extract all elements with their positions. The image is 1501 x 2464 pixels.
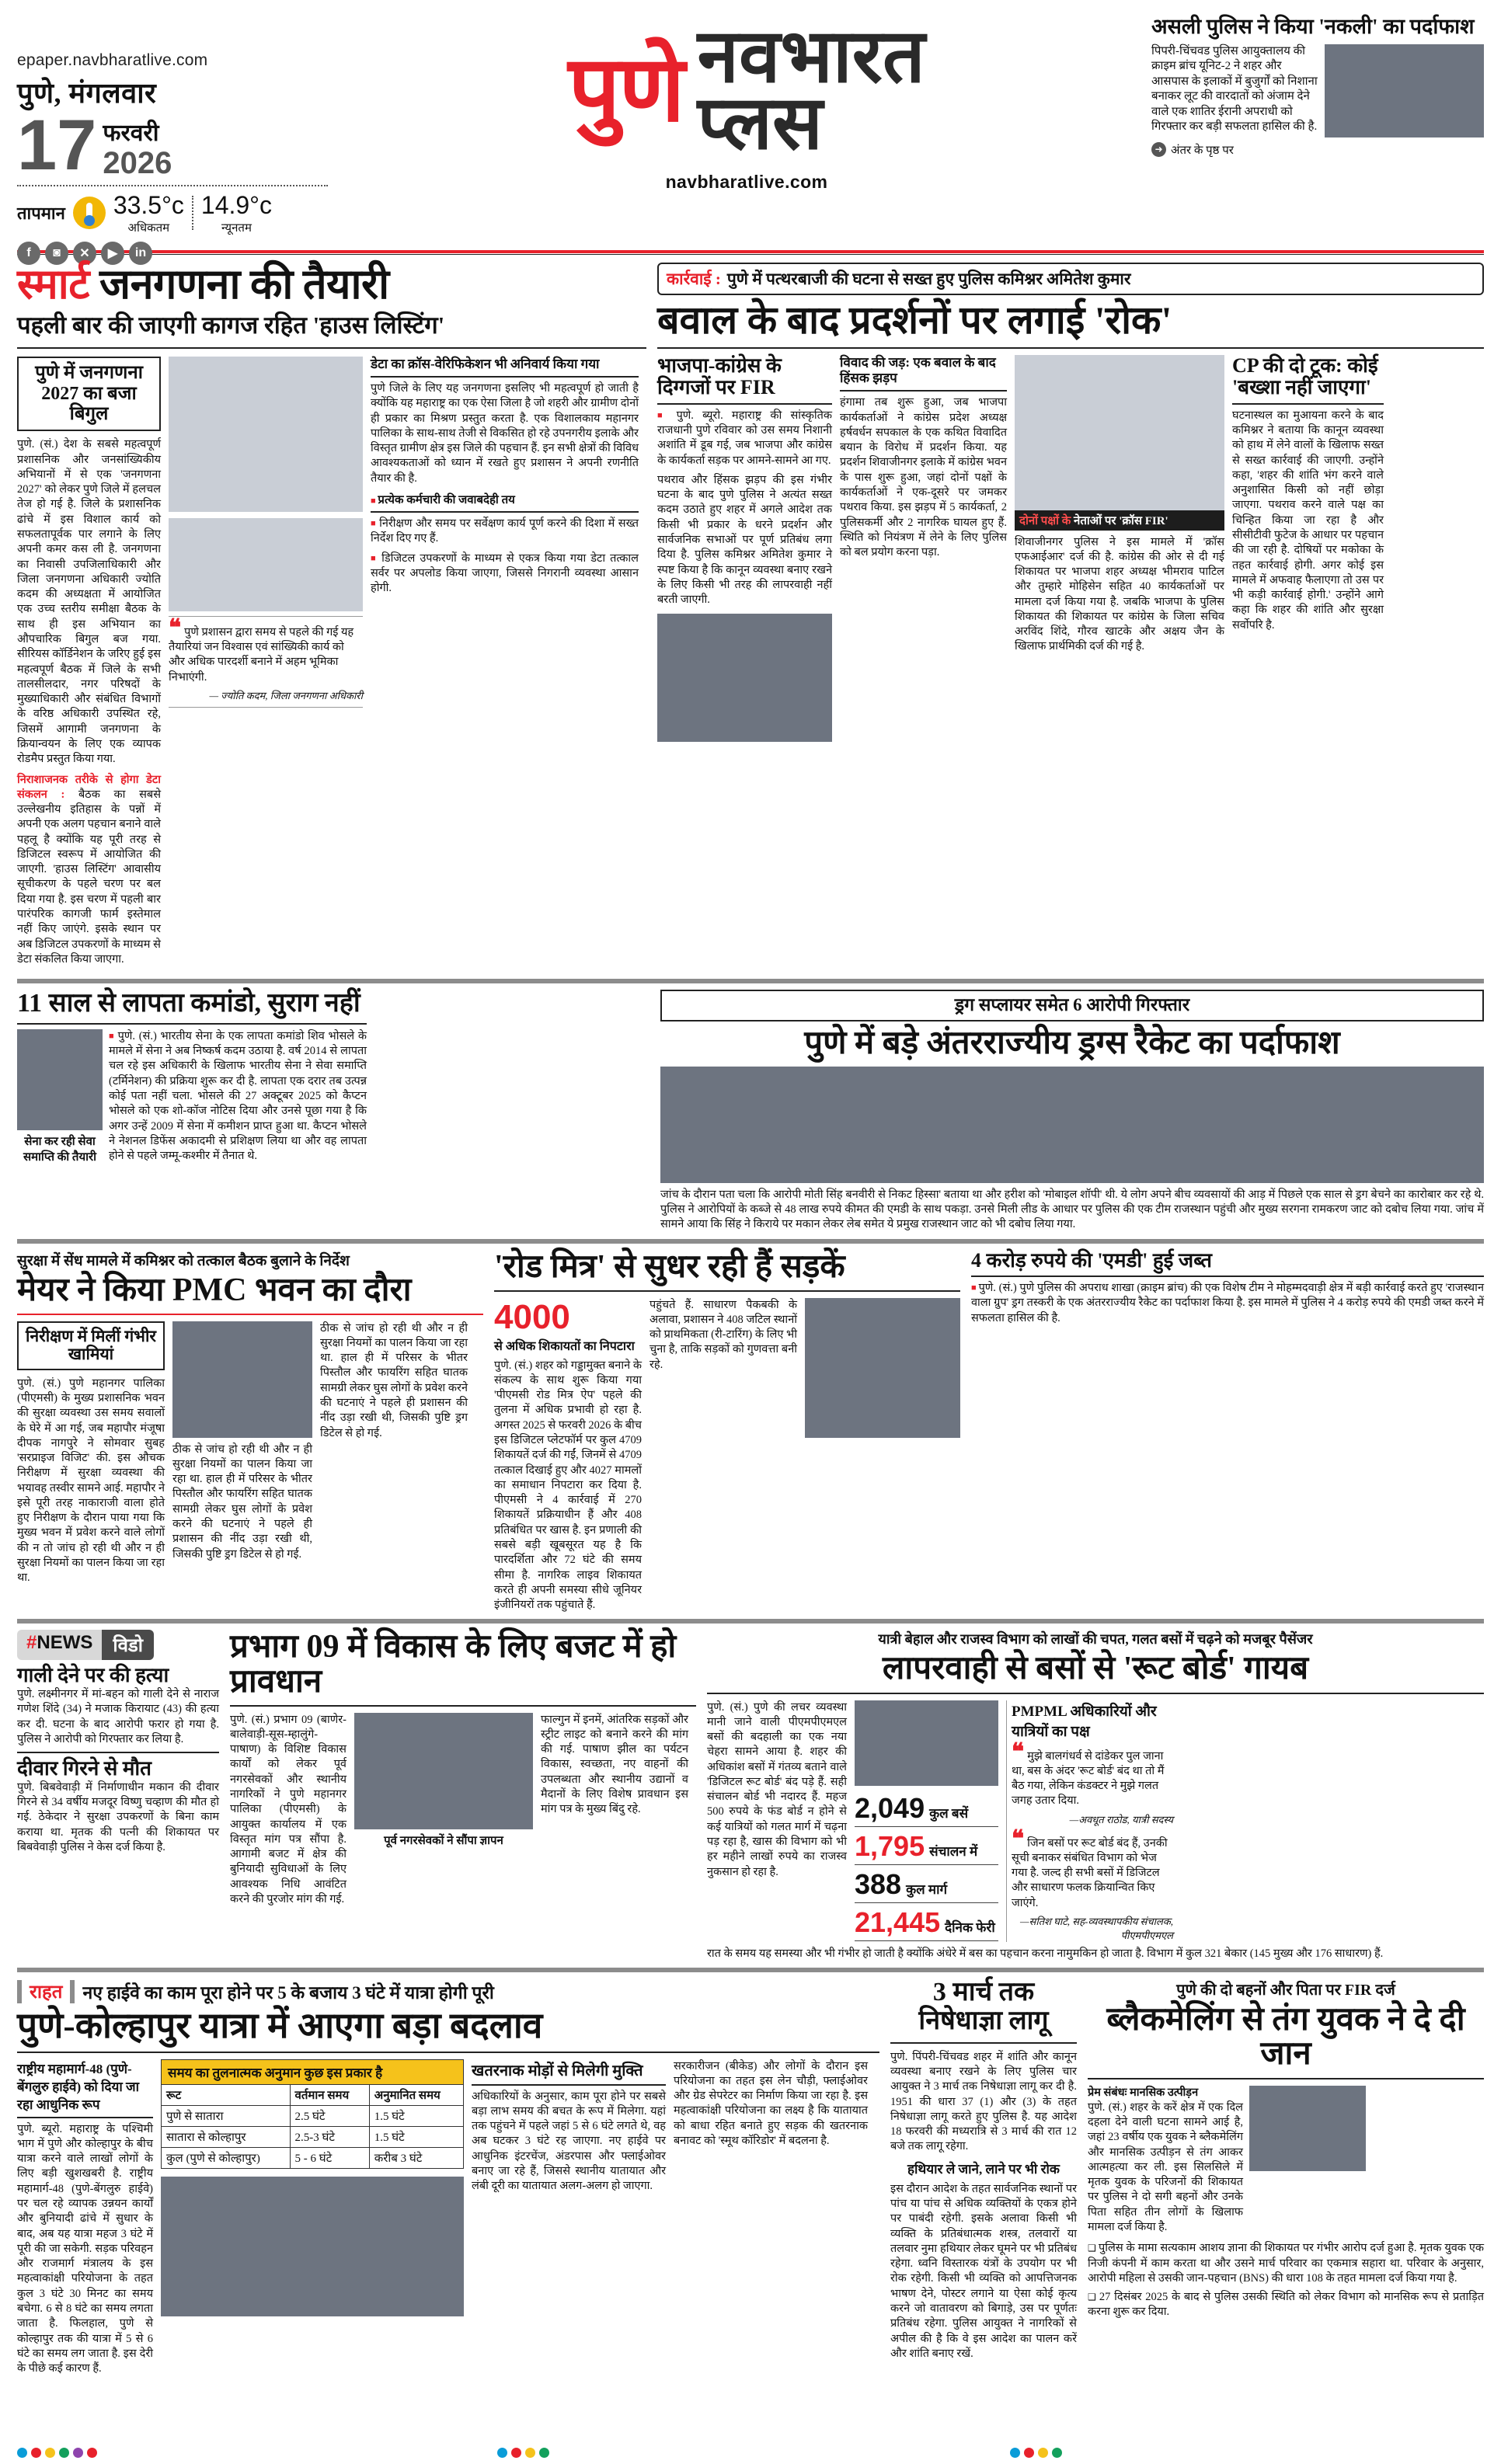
masthead bbox=[17, 14, 1484, 260]
center-strapline bbox=[657, 263, 1484, 295]
routeboard-strap: यात्री बेहाल और राजस्व विभाग को लाखों की चपत, गलत बसों में चढ़ने को मजबूर पैसेंजर bbox=[878, 1631, 1313, 1648]
teaser-image bbox=[1325, 44, 1484, 137]
zone-b bbox=[17, 990, 1484, 1232]
lead-col2-head: डेटा का क्रॉस-वेरिफिकेशन भी अनिवार्य किया गया bbox=[371, 356, 600, 371]
temp-min: 14.9°c bbox=[200, 190, 272, 219]
center-headline: बवाल के बाद प्रदर्शनों पर लगाई 'रोक' bbox=[657, 298, 1172, 342]
stat-label: कुल मार्ग bbox=[906, 1881, 948, 1897]
stat-label: दैनिक फेरी bbox=[945, 1919, 995, 1935]
cell-current: 2.5 घंटे bbox=[290, 2105, 369, 2126]
date-month: फरवरी bbox=[103, 120, 159, 146]
table-col-estimated: अनुमानित समय bbox=[369, 2084, 463, 2105]
md-headline: 4 करोड़ रुपये की 'एमडी' हुई जब्त bbox=[971, 1248, 1212, 1272]
temp-max: 33.5°c bbox=[113, 190, 184, 219]
ban-body: पुणे. पिंपरी-चिंचवड शहर में शांति और कानून व्यवस्था बनाए रखने के लिए पुलिस चार आयुक्त ने 3 मार्च तक निषेधाज्ञा लागू कर दी है. 1951 की धारा 37 (1) और (3) के तहत निषेधाज्ञा लागू करते हुए पुलिस है. यह आदेश 18 फरवरी की मध्यरात्रि से 3 मार्च की रात 12 बजे तक लागू रहेगा. bbox=[890, 2050, 1077, 2153]
divider-vertical bbox=[192, 196, 193, 230]
stat-value: 1,795 bbox=[855, 1829, 925, 1862]
quote-icon: ❝ bbox=[1012, 1738, 1025, 1765]
story-roadmitra bbox=[494, 1250, 960, 1613]
cell-estimated: 1.5 घंटे bbox=[369, 2105, 463, 2126]
commando-photo bbox=[17, 1029, 103, 1130]
story-commando bbox=[17, 990, 367, 1232]
section-divider-1 bbox=[17, 979, 1484, 983]
cp-body: घटनास्थल का मुआयना करने के बाद कमिश्नर ने बताया कि कानून व्यवस्था को हाथ में लेने वालों के खिलाफ सख्त से सख्त कार्रवाई की जाएगी. उन्होंने कहा, 'शहर की शांति भंग करने वाले अनुशासित किसी को नहीं छोड़ा जाएगा. पथराव करने वाले पक्ष का चिन्हित किया जा रहा है और सीसीटीवी फुटेज के आधार पर पहचान की जा रही है. दोषियों पर मकोका के तहत कार्रवाई होगी. अगर कोई इस मामले में अफवाह फैलाएगा तो उस पर भी कड़ी कार्रवाई होगी.' उन्होंने आगे कहा कि शहर की शांति और सुरक्षा सर्वोपरि है. bbox=[1232, 409, 1384, 632]
section-divider-4 bbox=[17, 1968, 1484, 1972]
lead-headline bbox=[17, 263, 646, 307]
cell-route: सातारा से कोल्हापुर bbox=[162, 2126, 291, 2147]
instagram-icon[interactable]: ◙ bbox=[45, 242, 68, 265]
highway-sub-body: अधिकारियों के अनुसार, काम पूरा होने पर सबसे बड़ा लाभ समय की बचत के रूप में मिलेगा. यहां तक पहुंचने में पहले जहां 5 से 6 घंटे लगते थे, वह अब घटकर 3 घंटे रह जाएगा. नए हाईवे पर आधुनिक इंटरचेंज, अंडरपास और फ्लाईओवर बनाए जा रहे हैं, जिससे स्थानीय यातायात और लंबी दूरी का यातायात अलग-अलग हो जाएगा. bbox=[472, 2090, 666, 2193]
roadmitra-stat-label: से अधिक शिकायतों का निपटारा bbox=[494, 1339, 635, 1353]
delegation-photo bbox=[354, 1713, 533, 1829]
strap-tag: कार्रवाई : bbox=[667, 270, 721, 288]
registration-dots-mid bbox=[497, 2448, 549, 2458]
pmpml-bus-photo bbox=[855, 1700, 998, 1786]
quotes-heading: PMPML अधिकारियों और यात्रियों का पक्ष bbox=[1012, 1703, 1157, 1740]
ward09-body: पुणे. (सं.) प्रभाग 09 (बाणेर-बालेवाड़ी-सूस-म्हालुंगे-पाषाण) के विशिष्ट विकास कार्यों को लेकर पूर्व नगरसेवकों और स्थानीय नागरिकों ने पुणे महानगर पालिका (पीएमसी) के आयुक्त कार्यालय में एक विस्तृत मांग पत्र सौंपा है. आगामी बजट में क्षेत्र की बुनियादी सुविधाओं के लिए आवश्यक निधि आवंटित करने की पुरजोर मांग की गई. bbox=[230, 1713, 347, 1905]
victim-photo bbox=[1249, 2086, 1366, 2171]
mayor-body3: ठीक से जांच हो रही थी और न ही सुरक्षा नियमों का पालन किया जा रहा था. हाल ही में परिसर के भीतर पिस्तौल और फायरिंग सहित घातक सामग्री लेकर घुस लोगों के प्रवेश करने की घटनाएं ने पहले ही प्रशासन की नींद उड़ा रखी थी, जिसकी पुष्टि ड्रग डिटेल से हो गई. bbox=[320, 1321, 468, 1439]
drugs-seizure-photo bbox=[660, 1067, 1484, 1183]
lead-col1-subhead: निराशाजनक तरीके से होगा डेटा संकलन : bbox=[17, 773, 161, 801]
stat-label: कुल बसें bbox=[929, 1805, 969, 1821]
story-md bbox=[971, 1250, 1484, 1613]
cell-estimated: 1.5 घंटे bbox=[369, 2126, 463, 2147]
story-mayor bbox=[17, 1250, 483, 1613]
road-traffic-photo bbox=[805, 1298, 960, 1438]
lead-headline-rest: जनगणना की तैयारी bbox=[99, 261, 389, 308]
center-col1 bbox=[657, 355, 832, 743]
lead-story-center bbox=[657, 263, 1484, 973]
routeboard-body: पुणे. (सं.) पुणे की लचर व्यवस्था मानी जाने वाली पीएमपीएमएल बसों की बदहाली का एक नया चेहरा सामने आया है. शहर की अधिकांश बसों में गंतव्य बताने वाले 'डिजिटल रूट बोर्ड' बंद पड़े हैं. सही संचालन बोर्ड भी नदारद हैं. महज 500 रुपये के फंड बोर्ड न होने से कई यात्रियों को गलत मार्ग में चढ़ना पड़ रहा है, खास की विभाग को भी हर महीने लाखों रुपये का राजस्व नुकसान हो रहा है. bbox=[707, 1700, 847, 1878]
officer-photo bbox=[169, 518, 363, 611]
commando-caption: सेना कर रही सेवा समाप्ति की तैयारी bbox=[23, 1135, 97, 1164]
center-mid-head: विवाद की जड़: एक बवाल के बाद हिंसक झड़प bbox=[840, 354, 996, 385]
zone-c bbox=[17, 1250, 1484, 1613]
lead-col-image bbox=[169, 357, 363, 973]
routeboard-body2: रात के समय यह समस्या और भी गंभीर हो जाती है क्योंकि अंधेरे में बस का पहचान करना नामुमकिन हो जाता है. विभाग में कुल 321 बेकार (145 मुख्य और 176 साधारण) हैं. bbox=[707, 1947, 1384, 1961]
commando-body: ■ पुणे. (सं.) भारतीय सेना के एक लापता कमांडो शिव भोसले के मामले में सेना ने अब निष्कर्ष कदम उठाया है. वर्ष 2014 से लापता चल रहे इस अधिकारी के खिलाफ भारतीय सेना ने सेवा समाप्ति (टर्मिनेशन) की प्रक्रिया शुरू कर दी है. लापता एक दरार तब उत्पन्न कोई पता नहीं चला. भोसले की 27 अक्टूबर 2025 को कैप्टन भोसले को एक शो-कॉज नोटिस दिया और उनसे पूछा गया है कि अगर उन्हें 2009 में सेना में कमीशन प्राप्त हुआ था. कैप्टन भोसले ने नेशनल डिफेंस अकादमी से प्रशिक्षण लिया था और वह लापता होने से पहले जम्मू-कश्मीर में तैनात थे. bbox=[109, 1029, 367, 1164]
highway-tagbar bbox=[17, 1979, 879, 2004]
story-highway bbox=[17, 1979, 879, 2376]
highway-tag: राहत bbox=[30, 1982, 63, 2003]
commissioner-photo bbox=[657, 614, 832, 742]
blackmail-point-0: ❑ पुलिस के मामा सत्यकाम आशय ज्ञाना की शिकायत पर गंभीर आरोप दर्ज हुआ है. मृतक युवक एक निजी कंपनी में काम करता था और उसने मार्च परिवार का एकमात्र सहारा था. परिवार के अनुसार, आरोपी महिला से उसकी जान-पहचान (BNS) की धारा 108 के तहत मामला दर्ज किया गया है. bbox=[1088, 2241, 1484, 2286]
lead-col1-subtext: बैठक का सबसे उल्लेखनीय इतिहास के पन्नों में अपनी एक अलग पहचान बनाने वाले पहलू है क्योंकि यह पूरी तरह से डिजिटल स्वरूप में आयोजित की जाएगी. 'हाउस लिस्टिंग' आवासीय सूचीकरण के पहले चरण पर बल दिया गया है. इस चरण में पहली बार पारंपरिक कागजी फार्म इस्तेमाल नहीं किए जाएंगे. इसके स्थान पर अब डिजिटल उपकरणों के माध्यम से डेटा संकलित किया जाएगा. bbox=[17, 788, 161, 966]
table-col-route: रूट bbox=[162, 2084, 291, 2105]
highway-body: पुणे. ब्यूरो. महाराष्ट्र के पश्चिमी भाग में पुणे और कोल्हापुर के बीच यात्रा करने वाले लाखों लोगों के लिए बड़ी खुशखबरी है. राष्ट्रीय महामार्ग-48 (पुणे-बेंगलुरु हाईवे) पर चल रहे व्यापक उन्नयन कार्यों और बुनियादी ढांचे में सुधार के बाद, अब यह यात्रा महज 3 घंटे में पूरी की जा सकेगी. सड़क परिवहन और राजमार्ग मंत्रालय के इस महत्वाकांक्षी परियोजना के तहत कुल 3 घंटे 30 मिनट का समय बचेगा. 6 से 8 घंटे का समय लगता जाता है. फिलहाल, पुणे से कोल्हापुर तक की यात्रा में 5 से 6 घंटे का समय लग जाता है. इस देरी के पीछे कई कारण हैं. bbox=[17, 2122, 153, 2375]
lead-story-left bbox=[17, 263, 646, 973]
quote-icon: ❝ bbox=[169, 614, 182, 641]
lead-col1-text: पुणे. (सं.) देश के सबसे महत्वपूर्ण प्रशासनिक और जनसांख्यिकीय अभियानों में से एक 'जनगणना 2027' को लेकर पुणे जिले में हलचल तेज हो गई है. जिले के प्रशासनिक ढांचे में इस विशाल कार्य को सफलतापूर्वक पार लगाने के लिए अपनी कमर कस ली है. जनगणना का निवासी उपजिलाधिकारी और जिला जनगणना अधिकारी ज्योति कदम की अध्यक्षता में आयोजित एक उच्च स्तरीय समीक्षा बैठक के साथ ही इस अभियान का औपचारिक बिगुल बज गया. सीरियस कॉर्डिनेशन के जरिए हुई इस महत्वपूर्ण बैठक में जिले के सभी तालसीलदार, नगर परिषदों के मुख्याधिकारी और संबंधित विभागों के वरिष्ठ अधिकारी उपस्थित रहे, जिसमें आगामी जनगणना के क्रियान्वयन के लिए एक व्यापक रोडमैप प्रस्तुत किया गया. bbox=[17, 438, 161, 766]
lead-headline-accent: स्मार्ट bbox=[17, 261, 89, 308]
logo-plus: प्लस bbox=[697, 82, 823, 165]
roadmitra-body: पुणे. (सं.) शहर को गड्डामुक्त बनाने के संकल्प के साथ शुरू किया गया 'पीएमसी रोड मित्र ऐप' पहले की तुलना में अधिक प्रभावी हो रहा है. अगस्त 2025 से फरवरी 2026 के बीच इस डिजिटल प्लेटफॉर्म पर कुल 4709 शिकायतें दर्ज की गईं, जिनमें से 4709 तत्काल दिखाई हुए और 4027 मामलों का समाधान निपटारा कर दिया है. पीएमसी ने 4 कार्रवाई में 270 शिकायतें प्रक्रियाधीन हैं और 408 प्रतिबंधित पर खास है. इन प्रणाली की सबसे बड़ी खूबसूरत यह है कि पारदर्शिता और 72 घंटे की समय सीमा है. नागरिक लाइव शिकायत करते ही अपनी समस्या सीधे जूनियर इंजीनियरों तक पहुंचाते हैं. bbox=[494, 1359, 642, 1612]
table-row bbox=[162, 2147, 464, 2168]
table-caption: समय का तुलनात्मक अनुमान कुछ इस प्रकार है bbox=[161, 2059, 464, 2084]
publication-date bbox=[17, 106, 351, 185]
roadmitra-headline: 'रोड मित्र' से सुधर रही हैं सड़कें bbox=[494, 1248, 845, 1285]
center-mid-body: हंगामा तब शुरू हुआ, जब भाजपा कार्यकर्ताओं ने कांग्रेस प्रदेश अध्यक्ष हर्षवर्धन सपकाल के एक कथित विवादित बयान के विरोध में प्रदर्शन किया. यह प्रदर्शन शिवाजीनगर इलाके में कांग्रेस भवन के पास शुरू हुआ, जहां दोनों पक्षों के कार्यकर्ताओं ने एक-दूसरे पर जमकर पथराव किया. इस झड़प में 5 कार्यकर्ता, 2 पुलिसकर्मी और 2 नागरिक घायल हुए हैं. स्थिति को नियंत्रण में लेने के लिए पुलिस को बल प्रयोग करना पड़ा. bbox=[840, 396, 1007, 559]
stat-value: 2,049 bbox=[855, 1791, 925, 1824]
lead-kicker: पुणे में जनगणना 2027 का बजा बिगुल bbox=[17, 357, 161, 432]
newsitem2-headline: दीवार गिरने से मौत bbox=[17, 1757, 151, 1780]
mayor-body: पुणे. (सं.) पुणे महानगर पालिका (पीएमसी) के मुख्य प्रशासनिक भवन की सुरक्षा व्यवस्था उस समय सवालों के घेरे में आ गई, जब महापौर मंजूषा दीपक नागपुरे ने सोमवार सुबह 'सरप्राइज विजिट' की. इस औचक निरीक्षण में सुरक्षा व्यवस्था की भयावह तस्वीर सामने आई. महापौर ने इसे पूरी तरह नाकाराजी वाला होते हुए निरीक्षण के दौरान पाया गया कि मुख्य भवन में प्रवेश करने वाले लोगों की न तो जांच हो रही थी और न ही सुरक्षा नियमों का पालन किया जा रहा था. bbox=[17, 1376, 165, 1585]
facebook-icon[interactable]: f bbox=[17, 242, 40, 265]
weather-widget bbox=[17, 191, 351, 235]
linkedin-icon[interactable]: in bbox=[129, 242, 152, 265]
section-divider-2 bbox=[17, 1239, 1484, 1244]
story-blackmail bbox=[1088, 1979, 1484, 2376]
drugs-body: जांच के दौरान पता चला कि आरोपी मोती सिंह बनवीरी से निकट हिस्सा' बताया था और हरीश को 'मोबाइल शॉपी' थी. ये लोग अपने बीच व्यवसायों की आड़ में पिछले एक साल से ड्रग बेचने का कारोबार कर रहे थे. पुलिस ने आरोपियों के कब्जे से 48 लाख रुपये कीमत की एमडी के साथ पकड़ा. उनसे मिली लीड के आधार पर पुलिस की एक टीम राजस्थान पहुंची और मुख्य सरगना रामकरण जाट को दबोच लिया गया. जांच में सामने आया कि सिंह ने किराये पर मकान लेकर लेब समेत ये प्रमुख राजस्थान जाट को भी दबोच लिया गया. bbox=[660, 1188, 1484, 1231]
blackmail-kicker: प्रेम संबंधः मानसिक उत्पीड़न bbox=[1088, 2086, 1199, 2099]
teaser-footer-text: अंतर के पृष्ठ पर bbox=[1171, 144, 1234, 157]
ban-headline: 3 मार्च तक निषेधाज्ञा लागू bbox=[918, 1978, 1049, 2036]
news-video-badge[interactable] bbox=[17, 1630, 154, 1660]
cell-current: 5 - 6 घंटे bbox=[290, 2147, 369, 2168]
caption-text: नेताओं पर 'क्रॉस FIR' bbox=[1074, 514, 1168, 527]
logo-pune: पुणे bbox=[568, 39, 684, 141]
table-col-current: वर्तमान समय bbox=[290, 2084, 369, 2105]
masthead-left bbox=[17, 14, 351, 265]
newsitem1-headline: गाली देने पर की हत्या bbox=[17, 1664, 169, 1687]
mayor-photo bbox=[172, 1321, 312, 1438]
ban-sub-head: हथियार ले जाने, लाने पर भी रोक bbox=[907, 2161, 1060, 2177]
mayor-body2: ठीक से जांच हो रही थी और न ही सुरक्षा नियमों का पालन किया जा रहा था. हाल ही में परिसर के भीतर पिस्तौल और फायरिंग सहित घातक सामग्री लेकर घुस लोगों के प्रवेश करने की घटनाएं ने पहले ही प्रशासन की नींद उड़ा रखी थी, जिसकी पुष्टि ड्रग डिटेल से हो गई. bbox=[172, 1443, 312, 1561]
ward09-sidebody: फाल्गुन में इनमें, आंतरिक सड़कों और स्ट्रीट लाइट को बनाने करने की मांग की गई. पाषाण झील का पर्यटन विकास, स्वच्छता, नए वाहनों की उपलब्धता और स्थानीय उद्यानों व मैदानों के लिए विशेष प्रावधान इस मांग पत्र के मुख्य बिंदु रहे. bbox=[541, 1713, 688, 1816]
lead-quote-byline: — ज्योति कदम, जिला जनगणना अधिकारी bbox=[209, 689, 363, 701]
census-illustration bbox=[169, 357, 363, 512]
teaser-body: पिपरी-चिंचवड पुलिस आयुक्तालय की क्राइम ब्रांच यूनिट-2 ने शहर और आसपास के इलाकों में बुजुर्गों को निशाना बनाकर लूट की वारदातों को अंजाम देने वाले एक शातिर ईरानी अपराधी को गिरफ्तार कर बड़ी सफलता हासिल की है. bbox=[1151, 44, 1318, 134]
ward09-headline: प्रभाग 09 में विकास के लिए बजट में हो प्रावधान bbox=[230, 1629, 677, 1700]
tag-bar-left bbox=[17, 1980, 22, 2003]
blackmail-point-1: ❑ 27 दिसंबर 2025 के बाद से पुलिस उसकी स्थिति को लेकर विभाग को मानसिक रूप से प्रताड़ित करना शुरू कर दिया. bbox=[1088, 2290, 1484, 2320]
strap-text: पुणे में पत्थरबाजी की घटना से सख्त हुए पुलिस कमिश्नर अमितेश कुमार bbox=[726, 270, 1131, 288]
video-badge-label[interactable]: विडो bbox=[102, 1630, 154, 1660]
news-badge-label: #NEWS bbox=[17, 1630, 102, 1660]
masthead-logo bbox=[351, 14, 1142, 193]
ban-body2: इस दौरान आदेश के तहत सार्वजनिक स्थानों पर पांच या पांच से अधिक व्यक्तियों के एकत्र होने पर पाबंदी रहेगी. इसके अलावा किसी भी व्यक्ति के प्रतिबंधात्मक शस्त्र, तलवारों या तलवार नुमा हथियार लेकर घूमने पर भी प्रतिबंध रहेगा. ध्वनि विस्तारक यंत्रों के उपयोग पर भी रोक रहेगी. किसी भी व्यक्ति को आपत्तिजनक भाषण देने, पोस्टर लगाने या ऐसा कोई कृत्य करने जो वातावरण को बिगाड़े, उस पर पूर्णतः प्रतिबंध रहेगा. पुलिस आयुक्त ने नागरिकों से अपील की है कि वे इस आदेश का पालन करें और शांति बनाए रखें. bbox=[890, 2182, 1077, 2360]
thermometer-icon bbox=[73, 197, 106, 229]
commando-headline: 11 साल से लापता कमांडो, सुराग नहीं bbox=[17, 989, 360, 1018]
mayor-kicker: निरीक्षण में मिलीं गंभीर खामियां bbox=[17, 1321, 165, 1370]
center-col3 bbox=[1015, 355, 1224, 743]
routeboard-headline: लापरवाही से बसों से 'रूट बोर्ड' गायब bbox=[882, 1651, 1309, 1687]
stat-value: 388 bbox=[855, 1867, 902, 1900]
center-bottom-para: शिवाजीनगर पुलिस ने इस मामले में 'क्रॉस एफआईआर' दर्ज की है. कांग्रेस की ओर से दी गई शिकायत पर भाजपा शहर अध्यक्ष भीमराव पाटिल और तुम्हारे मोहिसेन सहित 40 कार्यकर्ताओं पर मामला दर्ज किया गया है. जबकि भाजपा के पुलिस शिकायत की शिकायत पर कांग्रेस के जिला सचिव अरविंद शिंदे, गौरव खाटके और अक्षय जैन के खिलाफ प्रार्थमिकी दर्ज की गई है. bbox=[1015, 535, 1224, 653]
lead-col2-text: पुणे जिले के लिए यह जनगणना इसलिए भी महत्वपूर्ण हो जाती है क्योंकि यह महाराष्ट्र का एक ऐसा जिला है जो शहरी और ग्रामीण दोनों ही प्रकार का मिश्रण प्रस्तुत करता है. एक विशालकाय महानगर पालिका के साथ-साथ तेजी से विकसित हो रहे उपनगरीय इलाके और विस्तृत ग्रामीण क्षेत्र इस जिले की पहचान हैं. इन सभी क्षेत्रों की विविध आवश्यकताओं को ध्यान में रखते हुए प्रशासन ने अपनी रणनीति तैयार की है. bbox=[371, 382, 639, 485]
highway-aerial-photo bbox=[161, 2177, 464, 2316]
tag-bar-right bbox=[70, 1980, 75, 2003]
arrow-right-icon: ➜ bbox=[1151, 142, 1166, 157]
newsitem2-body: पुणे. बिबवेवाड़ी में निर्माणाधीन मकान की दीवार गिरने से 34 वर्षीय मजदूर विष्णु चव्हाण की मौत हो गई. ठेकेदार ने सुरक्षा उपकरणों के बिना काम कराया था. मृतक की पत्नी की शिकायत पर बिबवेवाड़ी पुलिस ने केस दर्ज किया है. bbox=[17, 1780, 219, 1853]
edition-city-day: पुणे, मंगलवार bbox=[17, 78, 157, 109]
cell-route: पुणे से सातारा bbox=[162, 2105, 291, 2126]
story-ban bbox=[890, 1979, 1077, 2376]
table-row bbox=[162, 2126, 464, 2147]
highway-caption-bottom: सरकारीजन (बीकेड) और लोगों के दौरान इस परियोजना का तहत इस लेन चौड़ी, फ्लाईओवर और ग्रेड सेपरेटर का निर्माण किया जा रहा है. इस महत्वाकांक्षी परियोजना का लक्ष्य है कि यातायात को बाधा रहित बनाते हुए सड़क की खतरनाक बनावट को 'स्मूथ कॉरिडोर' में बदलना है. bbox=[674, 2059, 868, 2148]
hash-icon: # bbox=[26, 1632, 37, 1654]
logo-navbharat: नवभारत bbox=[697, 15, 925, 98]
mayor-strap: सुरक्षा में सेंध मामले में कमिश्नर को तत्काल बैठक बुलाने के निर्देश bbox=[17, 1252, 350, 1269]
blackmail-body: पुणे. (सं.) शहर के करें क्षेत्र में एक दिल दहला देने वाली घटना सामने आई है, जहां 23 वर्षीय एक युवक ने ब्लैकमेलिंग और मानसिक उत्पीड़न से तंग आकर आत्महत्या कर ली. इस सिलसिले में मृतक युवक के परिजनों की शिकायत पर पुलिस ने दो सगी बहनों और उनके पिता सहित तीन लोगों के खिलाफ मामला दर्ज किया है. bbox=[1088, 2100, 1243, 2234]
date-year: 2026 bbox=[103, 145, 172, 180]
drugs-headline: पुणे में बड़े अंतरराज्यीय ड्रग्स रैकेट का पर्दाफाश bbox=[804, 1025, 1340, 1061]
stat-row bbox=[855, 1829, 998, 1865]
story-mayor-placeholder bbox=[378, 990, 650, 1232]
lead-col2 bbox=[371, 357, 639, 973]
lead-point-1: ■ निरीक्षण और समय पर सर्वेक्षण कार्य पूर्ण करने की दिशा में सख्त निर्देश दिए गए हैं. bbox=[371, 517, 639, 547]
center-kicker-text: ■ पुणे. ब्यूरो. महाराष्ट्र की सांस्कृतिक राजधानी पुणे रविवार को उस समय निशानी अशांति में डूब गई, जब भाजपा और कांग्रेस के कार्यकर्ता सड़क पर आमने-सामने आ गए. bbox=[657, 409, 832, 468]
roadmitra-body2: पहुंचते हैं. साधारण पैकबकी के अलावा, प्रशासन ने 408 जटिल स्थानों को प्राथमिकता (री-टारिंग) के लिए भी चुना है, ताकि सड़कों को गुणवत्ता बनी रहे. bbox=[650, 1298, 797, 1371]
story-drugs bbox=[660, 990, 1484, 1232]
routeboard-quote1-byline: —अवधूत राठोड, यात्री सदस्य bbox=[1069, 1813, 1173, 1825]
protest-flags-photo bbox=[1015, 355, 1224, 510]
teaser-headline: असली पुलिस ने किया 'नकली' का पर्दाफाश bbox=[1151, 15, 1475, 38]
routeboard-quote2: जिन बसों पर रूट बोर्ड बंद हैं, उनकी सूची बनाकर संबंधित विभाग को भेज गया है. जल्द ही सभी बसों में डिजिटल और साधारण फलक क्रियान्वित किए जाएंगे. bbox=[1012, 1836, 1168, 1909]
temp-max-label: अधिकतम bbox=[127, 221, 170, 235]
cell-route: कुल (पुणे से कोल्हापुर) bbox=[162, 2147, 291, 2168]
ward09-caption: पूर्व नगरसेवकों ने सौंपा ज्ञापन bbox=[384, 1834, 503, 1847]
cell-current: 2.5-3 घंटे bbox=[290, 2126, 369, 2147]
cp-headline: CP की दो टूक: कोई 'बख्शा नहीं जाएगा' bbox=[1232, 353, 1378, 399]
blackmail-headline: ब्लैकमेलिंग से तंग युवक ने दे दी जान bbox=[1106, 2002, 1465, 2072]
lead-quote bbox=[169, 616, 363, 708]
quote-icon: ❝ bbox=[1012, 1825, 1025, 1852]
stat-row bbox=[855, 1867, 998, 1903]
stat-row bbox=[855, 1905, 998, 1941]
blackmail-strap: पुणे की दो बहनों और पिता पर FIR दर्ज bbox=[1176, 1982, 1395, 1999]
zone-e bbox=[17, 1979, 1484, 2376]
highway-sub-head: खतरनाक मोड़ों से मिलेगी मुक्ति bbox=[472, 2062, 643, 2079]
table-header-row bbox=[162, 2084, 464, 2105]
story-routeboard bbox=[707, 1630, 1484, 1961]
website-url[interactable]: navbharatlive.com bbox=[665, 171, 828, 192]
stat-row bbox=[855, 1791, 998, 1827]
center-col4 bbox=[1232, 355, 1384, 743]
registration-dots-right bbox=[1010, 2448, 1062, 2458]
routeboard-quote1: मुझे बालगंधर्व से दांडेकर पुल जाना था, बस के अंदर 'रूट बोर्ड' बंद था तो मैं बैठ गया, लेकिन कंडक्टर ने मुझे गलत जगह उतार दिया. bbox=[1012, 1749, 1165, 1808]
epaper-url[interactable]: epaper.navbharatlive.com bbox=[17, 51, 208, 69]
highway-headline: पुणे-कोल्हापुर यात्रा में आएगा बड़ा बदलाव bbox=[17, 2006, 543, 2046]
routeboard-quote2-byline: —सतिश घाटे, सह-व्यवस्थापकीय संचालक, पीएमपीएमएल bbox=[1019, 1916, 1173, 1942]
drugs-strap: ड्रग सप्लायर समेत 6 आरोपी गिरफ्तार bbox=[660, 990, 1484, 1021]
x-twitter-icon[interactable]: ✕ bbox=[73, 242, 96, 265]
lead-point-2: ■ डिजिटल उपकरणों के माध्यम से एकत्र किया गया डेटा तत्काल सर्वर पर अपलोड किया जाएगा, जिससे निगरानी व्यवस्था आसान होगी. bbox=[371, 552, 639, 597]
youtube-icon[interactable]: ▶ bbox=[101, 242, 124, 265]
travel-time-table bbox=[161, 2084, 464, 2169]
mayor-headline: मेयर ने किया PMC भवन का दौरा bbox=[17, 1272, 412, 1308]
registration-dots-left bbox=[17, 2448, 97, 2458]
center-body-text: पथराव और हिंसक झड़प की इस गंभीर घटना के बाद पुणे पुलिस ने अत्यंत सख्त कदम उठाते हुए शहर में अगले आदेश तक किसी भी प्रकार के धरने प्रदर्शन और सार्वजनिक सभाओं पर पूर्ण प्रतिबंध लगा दिया है. पुलिस कमिश्नर अमितेश कुमार ने स्पष्ट किया है कि कानून व्यवस्था बनाए रखने के लिए किसी भी तरह की लापरवाही नहीं बरती जाएगी. bbox=[657, 473, 832, 607]
stat-label: संचालन में bbox=[929, 1843, 978, 1859]
md-body: ■ पुणे. (सं.) पुणे पुलिस की अपराध शाखा (क्राइम ब्रांच) की एक विशेष टीम ने मोहम्मदवाड़ी क्षेत्र में बड़ी कार्रवाई करते हुए 'राजस्थान वाला ग्रुप' ड्रग तस्करी के एक अंतरराज्यीय रैकेट का पर्दाफाश किया है. इस मामले में पुलिस ने 4 करोड़ रुपये की एमडी जब्त करने में सफलता हासिल की है. bbox=[971, 1281, 1484, 1326]
roadmitra-stat-number: 4000 bbox=[494, 1297, 570, 1336]
lead-subhead: पहली बार की जाएगी कागज रहित 'हाउस लिस्टिंग' bbox=[17, 311, 445, 339]
section-divider-3 bbox=[17, 1619, 1484, 1624]
routeboard-stats bbox=[855, 1791, 998, 1941]
caption-accent: दोनों पक्षों के bbox=[1019, 514, 1071, 527]
routeboard-quotes bbox=[1006, 1700, 1173, 1943]
zone-lead bbox=[17, 263, 1484, 973]
lead-quote-text: पुणे प्रशासन द्वारा समय से पहले की गई यह तैयारियां जन विश्वास एवं सांख्यिकी कार्य को और अधिक पारदर्शी बनाने में अहम भूमिका निभाएंगी. bbox=[169, 625, 354, 684]
date-day: 17 bbox=[17, 106, 97, 185]
lead-col-kicker bbox=[17, 357, 161, 973]
temp-min-label: न्यूनतम bbox=[221, 221, 252, 235]
lead-point-0: ■ प्रत्येक कर्मचारी की जवाबदेही तय bbox=[371, 492, 639, 507]
photo-caption-bar bbox=[1015, 510, 1224, 531]
table-row bbox=[162, 2105, 464, 2126]
highway-kicker: राष्ट्रीय महामार्ग-48 (पुणे-बेंगलुरु हाईवे) को दिया जा रहा आधुनिक रूप bbox=[17, 2061, 140, 2112]
teaser-footer[interactable] bbox=[1151, 142, 1484, 158]
center-col2 bbox=[840, 355, 1007, 743]
cell-estimated: करीब 3 घंटे bbox=[369, 2147, 463, 2168]
newsitem1-body: पुणे. लक्ष्मीनगर में मां-बहन को गाली देने से नाराज गणेश शिंदे (34) ने मजाक किरायाट (43) की हत्या कर दी. घटना के बाद आरोपी फरार हो गया है. पुलिस ने आरोपी को गिरफ्तार कर लिया है. bbox=[17, 1688, 219, 1745]
story-ward09 bbox=[230, 1630, 696, 1961]
top-right-teaser[interactable] bbox=[1142, 14, 1484, 158]
highway-strap: नए हाईवे का काम पूरा होने पर 5 के बजाय 3 घंटे में यात्रा होगी पूरी bbox=[82, 1982, 494, 2003]
zone-d bbox=[17, 1630, 1484, 1961]
weather-label: तापमान bbox=[17, 204, 65, 224]
stat-value: 21,445 bbox=[855, 1905, 941, 1938]
center-sub-headline: भाजपा-कांग्रेस के दिग्गजों पर FIR bbox=[657, 353, 782, 399]
news-video-block bbox=[17, 1630, 219, 1961]
